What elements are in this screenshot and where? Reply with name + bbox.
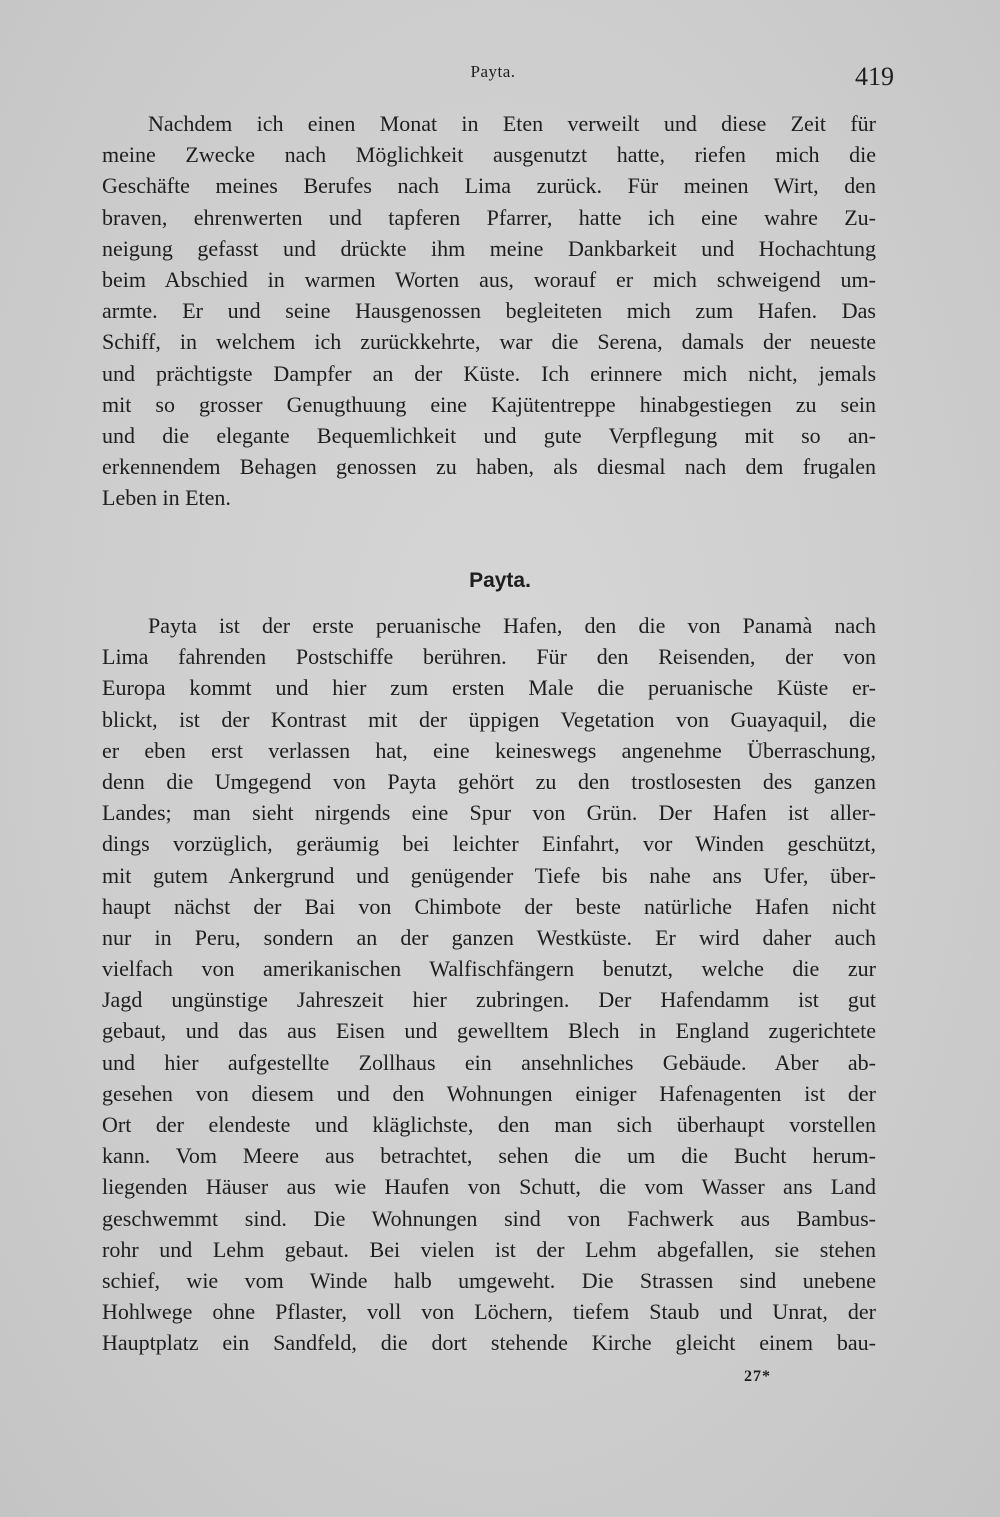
text-line: nur in Peru, sondern an der ganzen Westküste. Er wird daher auch: [102, 924, 876, 950]
text-line: Lima fahrenden Postschiffe berühren. Für den Reisenden, der von: [102, 644, 876, 670]
text-line: schief, wie vom Winde halb umgeweht. Die Strassen sind unebene: [102, 1267, 876, 1293]
text-line: Europa kommt und hier zum ersten Male die peruanische Küste er-: [102, 675, 876, 701]
signature-mark: 27*: [744, 1368, 771, 1385]
text-line: vielfach von amerikanischen Walfischfängern benutzt, welche die zur: [102, 956, 876, 982]
text-line: mit gutem Ankergrund und genügender Tiefe bis nahe ans Ufer, über-: [102, 862, 876, 888]
text-line: mit so grosser Genugthuung eine Kajütentreppe hinabgestiegen zu sein: [102, 391, 876, 417]
text-line: und hier aufgestellte Zollhaus ein ansehnliches Gebäude. Aber ab-: [102, 1049, 876, 1075]
text-line: rohr und Lehm gebaut. Bei vielen ist der Lehm abgefallen, sie stehen: [102, 1236, 876, 1262]
text-line: Hohlwege ohne Pflaster, voll von Löchern, tiefem Staub und Unrat, der: [102, 1299, 876, 1325]
text-line: Schiff, in welchem ich zurückkehrte, war die Serena, damals der neueste: [102, 329, 876, 355]
text-line: liegenden Häuser aus wie Haufen von Schutt, die vom Wasser ans Land: [102, 1174, 876, 1200]
text-line: Landes; man sieht nirgends eine Spur von Grün. Der Hafen ist aller-: [102, 800, 876, 826]
running-head-title: Payta.: [470, 62, 516, 81]
text-line: dings vorzüglich, geräumig bei leichter Einfahrt, vor Winden geschützt,: [102, 831, 876, 857]
text-line: Nachdem ich einen Monat in Eten verweilt und diese Zeit für: [148, 111, 876, 136]
paragraph-payta-description: [102, 610, 876, 1359]
text-line: meine Zwecke nach Möglichkeit ausgenutzt hatte, riefen mich die: [102, 142, 876, 168]
text-line: und prächtigste Dampfer an der Küste. Ich erinnere mich nicht, jemals: [102, 360, 876, 386]
text-line: Ort der elendeste und kläglichste, den man sich überhaupt vorstellen: [102, 1112, 876, 1137]
text-line: er eben erst verlassen hat, eine keineswegs angenehme Überraschung,: [102, 737, 876, 763]
text-line: Payta ist der erste peruanische Hafen, den die von Panamà nach: [148, 613, 876, 638]
text-line: denn die Umgegend von Payta gehört zu den trostlosesten des ganzen: [102, 768, 876, 794]
text-line: armte. Er und seine Hausgenossen begleiteten mich zum Hafen. Das: [102, 298, 876, 324]
text-line: braven, ehrenwerten und tapferen Pfarrer, hatte ich eine wahre Zu-: [102, 204, 876, 230]
text-line: Leben in Eten.: [102, 485, 231, 511]
section-heading: Payta.: [469, 569, 531, 592]
text-line: Hauptplatz ein Sandfeld, die dort stehende Kirche gleicht einem bau-: [102, 1330, 876, 1356]
page-number: 419: [855, 62, 894, 91]
text-line: Geschäfte meines Berufes nach Lima zurück. Für meinen Wirt, den: [102, 173, 876, 199]
text-line: neigung gefasst und drückte ihm meine Dankbarkeit und Hochachtung: [102, 235, 876, 261]
text-line: Jagd ungünstige Jahreszeit hier zubringen. Der Hafendamm ist gut: [102, 987, 876, 1013]
text-line: beim Abschied in warmen Worten aus, worauf er mich schweigend um-: [102, 266, 876, 292]
running-head: [0, 60, 1000, 90]
text-line: blickt, ist der Kontrast mit der üppigen Vegetation von Guayaquil, die: [102, 706, 876, 732]
text-line: geschwemmt sind. Die Wohnungen sind von Fachwerk aus Bambus-: [102, 1205, 876, 1231]
text-line: erkennendem Behagen genossen zu haben, als diesmal nach dem frugalen: [102, 454, 876, 480]
text-line: und die elegante Bequemlichkeit und gute Verpflegung mit so an-: [102, 422, 876, 448]
text-line: gebaut, und das aus Eisen und gewelltem Blech in England zugerichtete: [102, 1018, 876, 1044]
text-line: kann. Vom Meere aus betrachtet, sehen die um die Bucht herum-: [102, 1143, 876, 1169]
text-line: haupt nächst der Bai von Chimbote der beste natürliche Hafen nicht: [102, 893, 876, 919]
text-line: gesehen von diesem und den Wohnungen einiger Hafenagenten ist der: [102, 1080, 876, 1106]
paragraph-eten-departure: [102, 108, 876, 513]
